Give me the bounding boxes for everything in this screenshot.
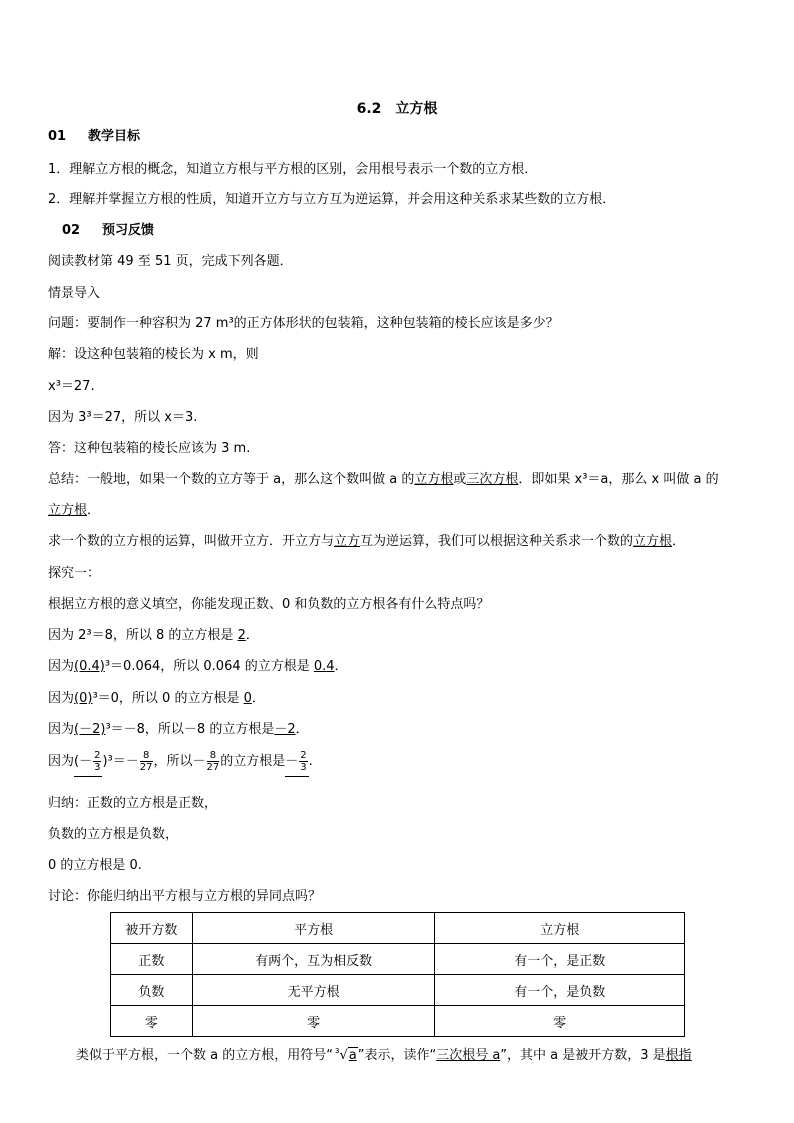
paragraph: 探究一： — [48, 566, 101, 581]
answer-blank: －2 — [274, 722, 296, 737]
paragraph: 问题：要制作一种容积为 27 m³的正方体形状的包装箱，这种包装箱的棱长应该是多少？ — [48, 316, 559, 331]
answer-blank: 三次方根 — [466, 472, 519, 487]
answer-blank: 0.4 — [313, 659, 335, 674]
section-label: 预习反馈 — [102, 223, 155, 238]
table-header-cell: 被开方数 — [111, 913, 193, 944]
denominator: 27 — [139, 762, 153, 773]
paragraph: 阅读教材第 49 至 51 页，完成下列各题． — [48, 254, 293, 269]
text: ，所以－ — [153, 754, 206, 769]
paragraph: 答：这种包装箱的棱长应该为 3 m. — [48, 441, 251, 456]
text: . — [308, 754, 313, 769]
text: ) — [102, 754, 108, 769]
answer-blank: 根指 — [665, 1048, 692, 1063]
denominator: 3 — [94, 762, 101, 773]
closing-line — [76, 1047, 692, 1066]
table-cell: 正数 — [111, 944, 193, 975]
text: 因为 — [48, 754, 75, 769]
goal-item: 1．理解立方根的概念，知道立方根与平方根的区别，会用根号表示一个数的立方根． — [48, 162, 538, 177]
operation-line — [48, 533, 685, 551]
answer-blank: 三次根号 a — [436, 1048, 501, 1063]
table-cell: 有两个，互为相反数 — [192, 944, 435, 975]
table-row — [111, 1006, 685, 1037]
table-header-cell: 平方根 — [192, 913, 435, 944]
text: ”表示，读作“ — [357, 1048, 437, 1063]
paragraph: 情景导入 — [48, 286, 101, 301]
example-line — [48, 627, 259, 645]
table-cell: 零 — [111, 1006, 193, 1037]
summary-line-1 — [48, 471, 719, 489]
text: ³＝－8，所以－8 的立方根是 — [105, 722, 275, 737]
paragraph: 0 的立方根是 0. — [48, 858, 142, 873]
paragraph: x³＝27. — [48, 379, 95, 394]
answer-blank — [74, 749, 102, 777]
text: ． — [334, 659, 348, 674]
example-line-fractions — [48, 749, 313, 777]
page-title: 6.2 立方根 — [356, 101, 438, 117]
example-line — [48, 690, 265, 708]
text: 或 — [453, 472, 467, 487]
table-cell: 零 — [192, 1006, 435, 1037]
section-number: 02 — [62, 223, 81, 238]
fraction — [207, 750, 220, 773]
root-index: 3 — [334, 1047, 340, 1055]
paragraph: 负数的立方根是负数， — [48, 827, 179, 842]
denominator: 3 — [300, 762, 307, 773]
paragraph: 归纳：正数的立方根是正数， — [48, 796, 218, 811]
answer-blank — [285, 749, 308, 777]
table-header-cell: 立方根 — [435, 913, 685, 944]
paragraph: 解：设这种包装箱的棱长为 x m，则 — [48, 347, 259, 362]
section-label: 教学目标 — [88, 129, 141, 144]
text: ³＝0.064，所以 0.064 的立方根是 — [104, 659, 314, 674]
text: ． — [245, 628, 259, 643]
text: ． — [251, 691, 265, 706]
text: ． — [295, 722, 309, 737]
text: － — [285, 754, 299, 769]
text: 因为 — [48, 722, 75, 737]
answer-blank: 立方根 — [633, 534, 673, 549]
text: ³＝0，所以 0 的立方根是 — [92, 691, 244, 706]
text: ”，其中 a 是被开方数，3 是 — [500, 1048, 666, 1063]
example-line — [48, 721, 309, 739]
goal-item: 2．理解并掌握立方根的性质，知道开立方与立方互为逆运算，并会用这种关系求某些数的立方根． — [48, 192, 616, 207]
text: 因为 2³＝8，所以 8 的立方根是 — [48, 628, 238, 643]
text: 互为逆运算，我们可以根据这种关系求一个数的 — [360, 534, 634, 549]
answer-blank: (－2) — [74, 722, 106, 737]
section-heading-preview — [62, 222, 154, 240]
text: 的立方根是 — [220, 754, 286, 769]
table-cell: 零 — [435, 1006, 685, 1037]
summary-line-2 — [48, 502, 100, 520]
table-cell: 有一个，是正数 — [435, 944, 685, 975]
numerator: 2 — [300, 750, 307, 761]
answer-blank: 立方根 — [48, 503, 88, 518]
answer-blank: 0 — [243, 691, 252, 706]
numerator: 8 — [140, 750, 153, 762]
numerator: 8 — [207, 750, 220, 762]
table-cell: 无平方根 — [192, 975, 435, 1006]
text: 类似于平方根，一个数 a 的立方根，用符号“ — [76, 1048, 333, 1063]
text: 总结：一般地，如果一个数的立方等于 a，那么这个数叫做 a 的 — [48, 472, 415, 487]
fraction — [93, 750, 101, 773]
answer-blank: (0) — [74, 691, 93, 706]
section-number: 01 — [48, 129, 67, 144]
text: 因为 — [48, 691, 75, 706]
table-cell: 有一个，是负数 — [435, 975, 685, 1006]
answer-blank: (0.4) — [74, 659, 105, 674]
table-row — [111, 944, 685, 975]
section-heading-goals — [48, 128, 140, 146]
radicand: a — [348, 1048, 357, 1063]
text: (－ — [74, 754, 93, 769]
cube-root-symbol: $^3$√a — [334, 1047, 357, 1063]
answer-blank: 2 — [237, 628, 246, 643]
comparison-table — [110, 912, 685, 1037]
example-line — [48, 658, 348, 676]
fraction — [299, 750, 307, 773]
denominator: 27 — [206, 762, 220, 773]
text: ． — [672, 534, 686, 549]
table-header-row — [111, 913, 685, 944]
answer-blank: 立方 — [334, 534, 361, 549]
fraction — [140, 750, 153, 773]
table-cell: 负数 — [111, 975, 193, 1006]
text: ³＝－ — [107, 754, 139, 769]
text: ．即如果 x³＝a，那么 x 叫做 a 的 — [518, 472, 719, 487]
text: 因为 — [48, 659, 75, 674]
paragraph: 讨论：你能归纳出平方根与立方根的异同点吗？ — [48, 889, 322, 904]
answer-blank: 立方根 — [414, 472, 454, 487]
paragraph: 根据立方根的意义填空，你能发现正数、0 和负数的立方根各有什么特点吗？ — [48, 597, 490, 612]
table-row — [111, 975, 685, 1006]
text: ． — [87, 503, 101, 518]
numerator: 2 — [94, 750, 101, 761]
text: 求一个数的立方根的运算，叫做开立方．开立方与 — [48, 534, 335, 549]
paragraph: 因为 3³＝27，所以 x＝3. — [48, 410, 198, 425]
